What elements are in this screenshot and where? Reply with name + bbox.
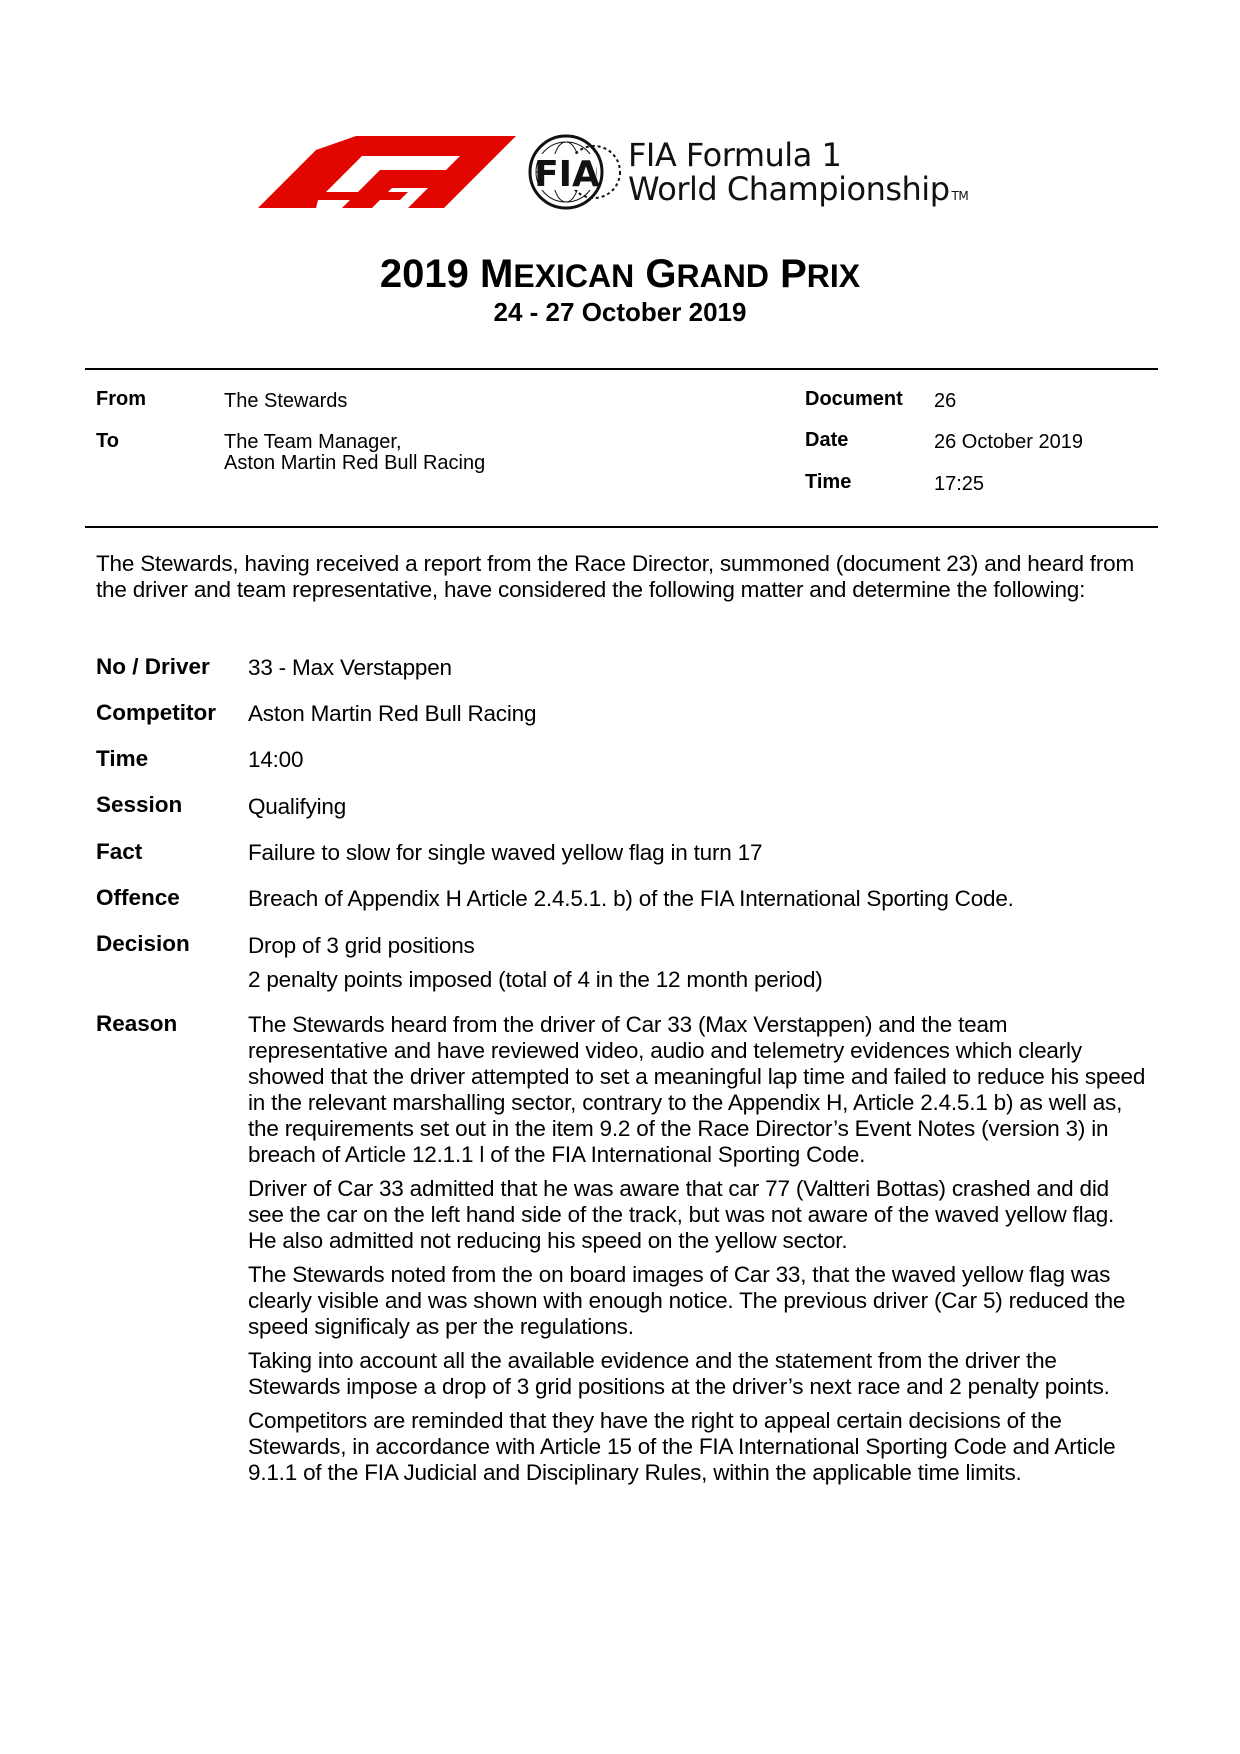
to-label: To xyxy=(96,430,119,452)
reason-paragraph: The Stewards heard from the driver of Car 33 (Max Verstappen) and the team representative and have reviewed video, audio and telemetry evidences which clearly showed that the driver attempted to set a meaningful lap time and failed to reduce his speed in the relevant marshalling sector, contrary to the Appendix H, Article 2.4.5.1 b) as well as, the requirements set out in the item 9.2 of the Race Director’s Event Notes (version 3) in breach of Article 12.1.1 l of the FIA International Sporting Code. xyxy=(248,1012,1146,1167)
offence-label: Offence xyxy=(96,885,180,910)
reason-paragraph: Taking into account all the available evidence and the statement from the driver the Stewards impose a drop of 3 grid positions at the driver’s next race and 2 penalty points. xyxy=(248,1348,1110,1399)
driver-value: 33 - Max Verstappen xyxy=(248,655,452,680)
competitor-value: Aston Martin Red Bull Racing xyxy=(248,701,537,726)
document-value: 26 xyxy=(934,390,957,412)
championship-line2: World Championship xyxy=(628,170,950,208)
event-dates: 24 - 27 October 2019 xyxy=(493,297,747,327)
decision-label: Decision xyxy=(96,931,190,956)
document-label: Document xyxy=(805,388,903,410)
from-value: The Stewards xyxy=(224,390,348,412)
decision-line1: Drop of 3 grid positions xyxy=(248,933,475,958)
to-value-line1: The Team Manager, xyxy=(224,431,402,453)
date-label: Date xyxy=(805,429,849,451)
session-label: Session xyxy=(96,792,183,817)
session-value: Qualifying xyxy=(248,794,347,819)
driver-label: No / Driver xyxy=(96,654,210,679)
from-label: From xyxy=(96,388,146,410)
trademark: TM xyxy=(951,189,969,203)
decision-line2: 2 penalty points imposed (total of 4 in the 12 month period) xyxy=(248,967,823,992)
intro-paragraph: The Stewards, having received a report from the Race Director, summoned (document 23) and heard from the driver and team representative, have considered the following matter and determine the following: xyxy=(96,551,1135,602)
championship-line1: FIA Formula 1 xyxy=(628,136,842,174)
to-value-line2: Aston Martin Red Bull Racing xyxy=(224,452,486,474)
reason-paragraph: The Stewards noted from the on board images of Car 33, that the waved yellow flag was clearly visible and was shown with enough notice. The previous driver (Car 5) reduced the speed significaly as per the regulations. xyxy=(248,1262,1126,1339)
reason-paragraph: Driver of Car 33 admitted that he was aware that car 77 (Valtteri Bottas) crashed and did see the car on the left hand side of the track, but was not aware of the waved yellow flag. He also admitted not reducing his speed on the yellow sector. xyxy=(248,1176,1115,1253)
fia-logo-text: FIA xyxy=(534,154,600,195)
time-field-value: 14:00 xyxy=(248,747,304,772)
f1-logo xyxy=(258,136,516,208)
time-label: Time xyxy=(805,471,852,493)
date-value: 26 October 2019 xyxy=(934,431,1083,453)
offence-value: Breach of Appendix H Article 2.4.5.1. b) of the FIA International Sporting Code. xyxy=(248,886,1014,911)
header-logos xyxy=(258,128,1018,228)
championship-wordmark xyxy=(628,138,968,213)
time-field-label: Time xyxy=(96,746,149,771)
fia-logo xyxy=(514,132,622,212)
reason-paragraph: Competitors are reminded that they have the right to appeal certain decisions of the Stewards, in accordance with Article 15 of the FIA International Sporting Code and Article 9.1.1 of the FIA Judicial and Disciplinary Rules, within the applicable time limits. xyxy=(248,1408,1116,1485)
fact-label: Fact xyxy=(96,839,143,864)
reason-label: Reason xyxy=(96,1011,178,1036)
top-divider xyxy=(85,368,1158,370)
reason-text xyxy=(248,1012,1148,1494)
page-title: 2019 MEXICAN GRAND PRIX xyxy=(379,252,861,296)
time-value: 17:25 xyxy=(934,473,985,495)
bottom-divider xyxy=(85,526,1158,528)
fact-value: Failure to slow for single waved yellow flag in turn 17 xyxy=(248,840,763,865)
competitor-label: Competitor xyxy=(96,700,216,725)
